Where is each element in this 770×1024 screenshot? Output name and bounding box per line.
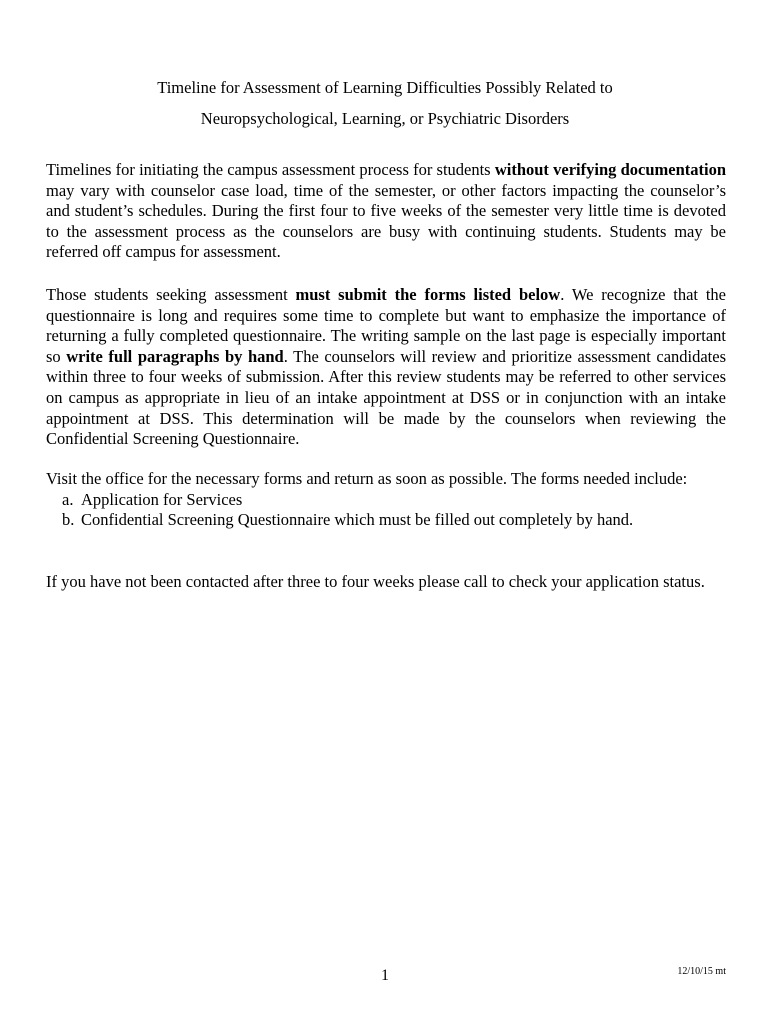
paragraph-submission-text-2: . We recognize that the questionnaire is long and requires some time to complete but want to emphasize the importance of returning a fully completed questionnaire. The writing sample on the last page is especially important so [46, 285, 726, 366]
list-item-text: Confidential Screening Questionnaire which must be filled out completely by hand. [81, 510, 634, 530]
paragraph-contact: If you have not been contacted after three to four weeks please call to check your application status. [46, 572, 705, 591]
paragraph-submission-text-1: Those students seeking assessment [46, 285, 296, 304]
paragraph-timelines [46, 160, 726, 263]
document-title-line-2: Neuropsychological, Learning, or Psychiatric Disorders [200, 109, 570, 128]
paragraph-submission [46, 285, 726, 450]
paragraph-submission-bold-1: must submit the forms listed below [295, 285, 561, 304]
list-item-text: Application for Services [81, 489, 243, 509]
paragraph-submission-bold-2: write full paragraphs by hand [66, 346, 284, 366]
document-title-line-1: Timeline for Assessment of Learning Difficulties Possibly Related to [157, 78, 613, 97]
paragraph-timelines-text-2: may vary with counselor case load, time of the semester, or other factors impacting the counselor’s and student’s schedules. During the first four to five weeks of the semester very little time is devoted to the assessment process as the counselors are busy with continuing students. Students may be referred off campus for assessment. [46, 180, 726, 262]
paragraph-forms-text: Visit the office for the necessary forms and return as soon as possible. The forms needed include: [46, 469, 688, 488]
page-number: 1 [381, 967, 389, 984]
paragraph-timelines-text-1: Timelines for initiating the campus assessment process for students [46, 160, 495, 179]
paragraph-timelines-bold: without verifying documentation [494, 160, 727, 179]
paragraph-submission-text-3: . The counselors will review and prioritize assessment candidates within three to four weeks of submission. After this review students may be referred to other services on campus as appropriate in lieu of an intake appointment at DSS or in conjunction with an intake appointment at DSS. This determination will be made by the counselors when reviewing the Confidential Screening Questionnaire. [46, 346, 726, 449]
list-item [62, 490, 726, 511]
list-item-marker: b. [62, 510, 75, 530]
footer-date-note: 12/10/15 mt [677, 966, 726, 977]
list-item-marker: a. [62, 489, 74, 509]
paragraph-forms [46, 469, 726, 531]
list-item [62, 510, 726, 531]
forms-list [46, 490, 726, 531]
